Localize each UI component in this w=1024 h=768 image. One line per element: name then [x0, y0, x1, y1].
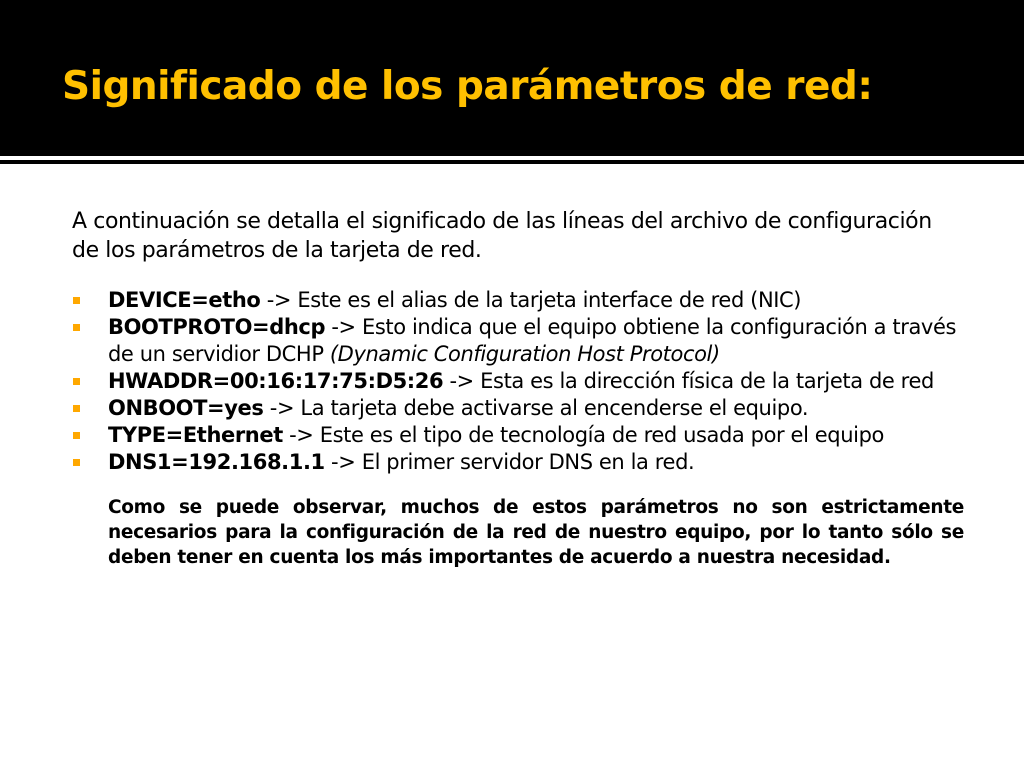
- list-item: [72, 395, 964, 422]
- parameter-description: -> Esta es la dirección física de la tarjeta de red: [443, 369, 934, 393]
- parameter-key: TYPE=Ethernet: [108, 423, 283, 447]
- parameter-note: (Dynamic Configuration Host Protocol): [329, 342, 720, 366]
- bullet-icon: [73, 459, 80, 466]
- parameter-list: [72, 287, 964, 476]
- parameter-description: -> La tarjeta debe activarse al encenderse el equipo.: [263, 396, 809, 420]
- bullet-icon: [73, 297, 80, 304]
- bullet-icon: [73, 324, 80, 331]
- parameter-key: HWADDR=00:16:17:75:D5:26: [108, 369, 444, 393]
- slide-title: Significado de los parámetros de red:: [62, 64, 873, 109]
- list-item: [72, 314, 964, 368]
- bullet-icon: [73, 378, 80, 385]
- parameter-key: DEVICE=etho: [108, 288, 261, 312]
- parameter-key: DNS1=192.168.1.1: [108, 450, 325, 474]
- bullet-icon: [73, 405, 80, 412]
- slide-content: [72, 207, 964, 570]
- conclusion-text: Como se puede observar, muchos de estos parámetros no son estrictamente necesarios para la configuración de la red de nuestro equipo, por lo tanto sólo se deben tener en cuenta los más importantes de acuerdo a nuestra necesidad.: [108, 497, 964, 568]
- list-item: [72, 449, 964, 476]
- parameter-key: ONBOOT=yes: [108, 396, 264, 420]
- list-item: [72, 422, 964, 449]
- bullet-icon: [73, 432, 80, 439]
- title-bar: [0, 0, 1024, 156]
- list-item: [72, 368, 964, 395]
- parameter-description: -> El primer servidor DNS en la red.: [324, 450, 695, 474]
- parameter-key: BOOTPROTO=dhcp: [108, 315, 326, 339]
- list-item: [72, 287, 964, 314]
- parameter-description: -> Esto indica que el equipo obtiene la configuración a través de un servidior DCHP: [108, 315, 957, 366]
- parameter-description: -> Este es el alias de la tarjeta interface de red (NIC): [260, 288, 802, 312]
- title-divider: [0, 160, 1024, 164]
- parameter-description: -> Este es el tipo de tecnología de red usada por el equipo: [282, 423, 884, 447]
- intro-text: A continuación se detalla el significado de las líneas del archivo de configuración de los parámetros de la tarjeta de red.: [72, 209, 932, 263]
